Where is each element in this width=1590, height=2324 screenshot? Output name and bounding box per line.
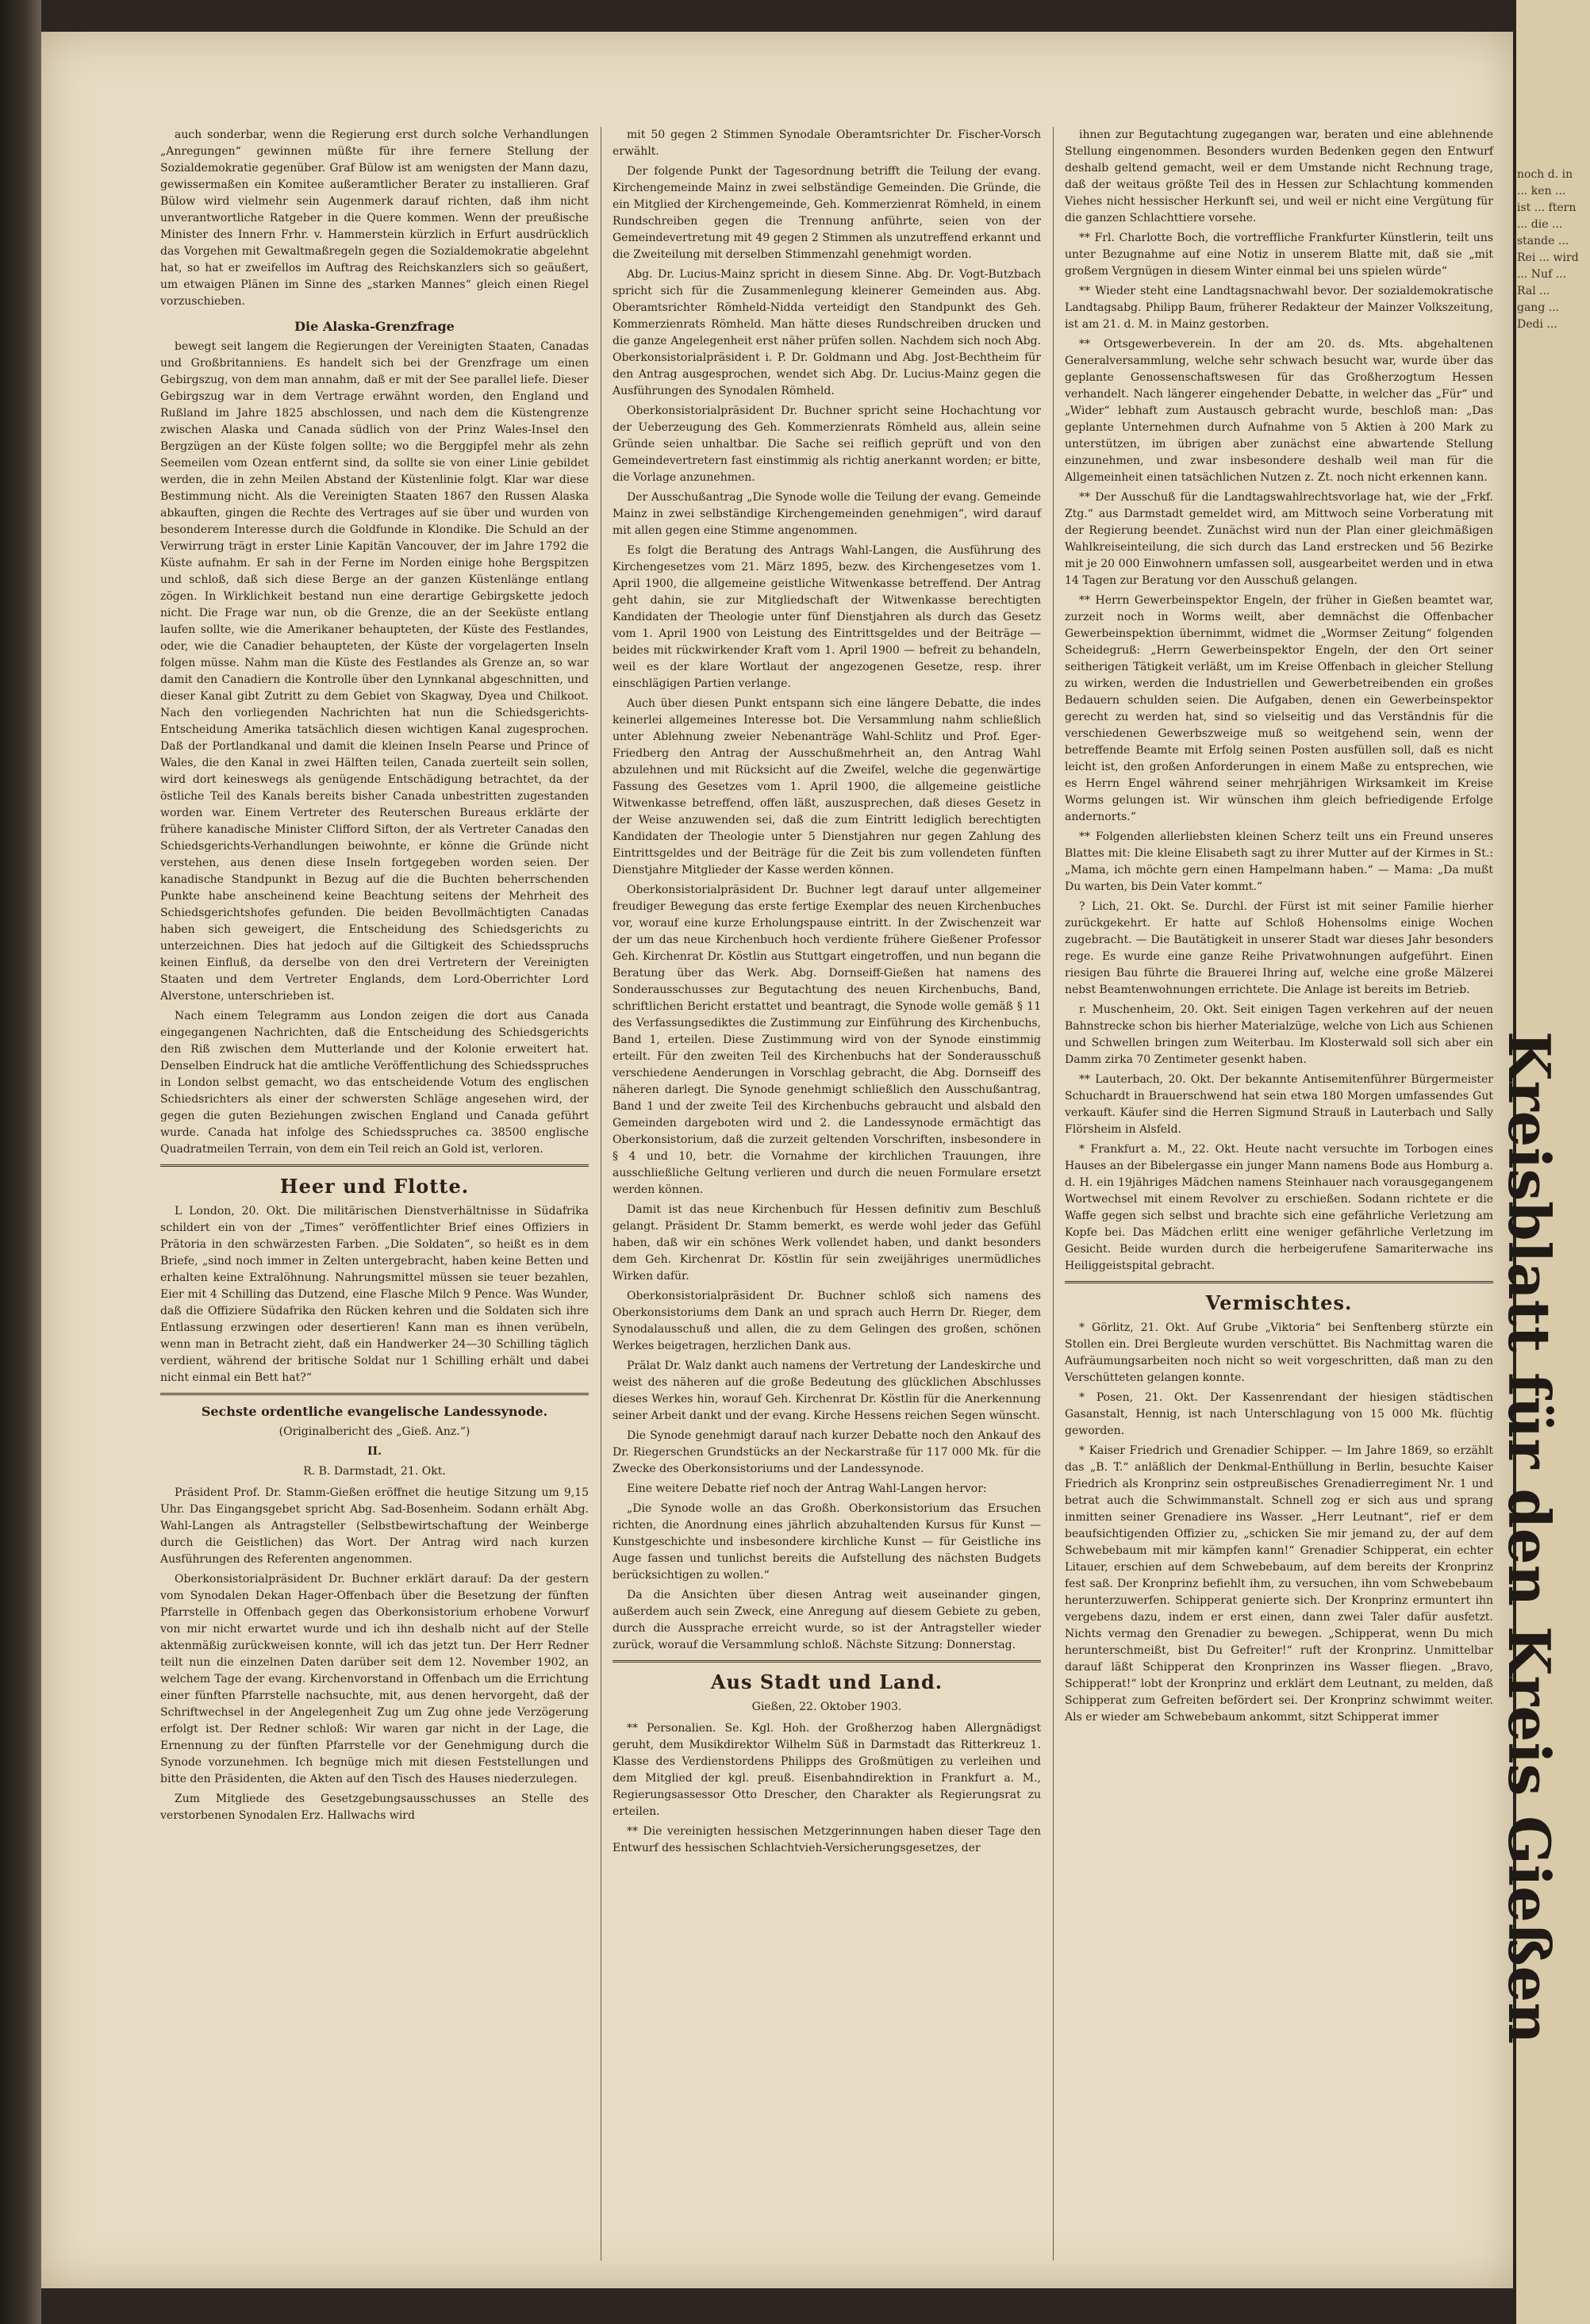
column-rule [1053,127,1054,2261]
article-paragraph: ** Wieder steht eine Landtagsnachwahl bevor. Der sozialdemokratische Landtagsabg. Philipp Baum, früherer Redakteur der Mainzer Volkszeitung, ist am 21. d. M. in Mainz gestorben. [1065,285,1493,331]
article-paragraph: Präsident Prof. Dr. Stamm-Gießen eröffnet die heutige Sitzung um 9,15 Uhr. Das Eingangsgebet spricht Abg. Sad-Bosenheim. Sodann erhält Abg. Wahl-Langen als Antragsteller (Selbstbewirtschaftung der Weinberge durch die Geistlichen) das Wort. Der Antrag wird nach kurzen Ausführungen des Referenten angenommen. [160,1486,589,1566]
article-paragraph: ihnen zur Begutachtung zugegangen war, beraten und eine ablehnende Stellung eingenommen. Besonders wurden Bedenken gegen den Entwurf deshalb geltend gemacht, weil er dem Umstande nicht Rechnung trage, daß der weitaus größte Teil des in Hessen zur Schlachtung kommenden Viehes nicht hessischer Herkunft sei, und weil er nicht eine Vergütung für die ganzen Schlachttiere vorsehe. [1065,128,1493,224]
article-paragraph: ** Personalien. Se. Kgl. Hoh. der Großherzog haben Allergnädigst geruht, dem Musikdirektor Wilhelm Süß in Darmstadt das Ritterkreuz 1. Klasse des Verdienstordens Philipps des Großmütigen zu verleihen und dem Mitglied der kgl. preuß. Eisenbahndirektion in Frankfurt a. M., Regierungsassessor Otto Drescher, den Charakter als Regierungsrat zu erteilen. [613,1722,1041,1818]
article-paragraph: ** Folgenden allerliebsten kleinen Scherz teilt uns ein Freund unseres Blattes mit: Die kleine Elisabeth sagt zu ihrer Mutter auf der Kirmes in St.: „Mama, ich möchte gern einen Hampelmann haben.“ — Mama: „Da mußt Du warten, bis Dein Vater kommt.“ [1065,830,1493,893]
dateline: Gießen, 22. Oktober 1903. [751,1701,902,1713]
article-paragraph: Zum Mitgliede des Gesetzgebungsausschusses an Stelle des verstorbenen Synodalen Erz. Hallwachs wird [160,1793,589,1822]
article-paragraph: Eine weitere Debatte rief noch der Antrag Wahl-Langen hervor: [627,1482,987,1495]
section-heading: Heer und Flotte. [279,1175,470,1198]
article-paragraph: Auch über diesen Punkt entspann sich eine längere Debatte, die indes keinerlei allgemeines Interesse bot. Die Versammlung nahm schließlich unter Ablehnung zweier Nebenanträge Wahl-Schlitz und Prof. Eger-Friedberg den Antrag der Ausschußmehrheit an, den Antrag Wahl abzulehnen und mit Rücksicht auf die Zweifel, welche die gegenwärtige Fassung des Gesetzes vom 1. April 1900, die allgemeine geistliche Witwenkasse betreffend, offen läßt, auszusprechen, daß dieses Gesetz in der Weise anzuwenden sei, daß die zum Eintritt lediglich berechtigten Kandidaten der Theologie unter 5 Dienstjahren nur gegen Zahlung des Eintrittsgeldes und der Beiträge für die Zeit bis zum vollendeten fünften Dienstjahre Mitglieder der Kasse werden können. [613,697,1041,876]
article-paragraph: Der folgende Punkt der Tagesordnung betrifft die Teilung der evang. Kirchengemeinde Mainz in zwei selbständige Gemeinden. Die Gründe, die ein Mitglied der Kirchengemeinde, Geh. Kommerzienrat Römheld, in einem Rundschreiben gegen die Trennung anführte, seien von der Gemeindevertretung mit 49 gegen 2 Stimmen als unzutreffend erkannt und die Zweiteilung mit derselben Stimmenzahl genehmigt worden. [613,165,1041,261]
column-3 [1065,127,1493,2261]
article-paragraph: ** Ortsgewerbeverein. In der am 20. ds. Mts. abgehaltenen Generalversammlung, welche sehr schwach besucht war, wurde über das geplante Genossenschaftswesen für das Großherzogtum Hessen verhandelt. Nach längerer eingehender Debatte, in welcher das „Für“ und „Wider“ lebhaft zum Austausch gebracht wurde, beschloß man: „Das geplante Unternehmen durch Aufnahme von 5 Aktien à 200 Mark zu unterstützen, im übrigen aber zunächst eine abwartende Stellung einzunehmen, und zwar insbesondere deshalb weil man für die Allgemeinheit einen tatsächlichen Nutzen z. Zt. noch nicht erkennen kann. [1065,338,1493,484]
article-paragraph: * Görlitz, 21. Okt. Auf Grube „Viktoria“ bei Senftenberg stürzte ein Stollen ein. Drei Bergleute wurden verschüttet. Bis Nachmittag waren die Aufräumungsarbeiten noch nicht so weit vorgeschritten, daß man zu den Verschütteten gelangen konnte. [1065,1321,1493,1384]
article-paragraph: Es folgt die Beratung des Antrags Wahl-Langen, die Ausführung des Kirchengesetzes vom 21. März 1895, bezw. des Kirchengesetzes vom 1. April 1900, die allgemeine geistliche Witwenkasse betreffend. Der Antrag geht dahin, sie zur Mitgliedschaft der Witwenkasse berechtigten Kandidaten der Theologie unter fünf Dienstjahren als durch das Gesetz vom 1. April 1900 von Leistung des Eintrittsgeldes und der Beiträge — beides mit rückwirkender Kraft vom 1. April 1900 — befreit zu behandeln, weil es der klare Wortlaut der angezogenen Gesetze, resp. ihrer einschlägigen Partien verlange. [613,544,1041,690]
article-paragraph: Abg. Dr. Lucius-Mainz spricht in diesem Sinne. Abg. Dr. Vogt-Butzbach spricht sich für die Zusammenlegung kleinerer Gemeinden aus. Abg. Oberamtsrichter Römheld-Nidda verteidigt den Standpunkt des Geh. Kommerzienrats Römheld. Man hätte dieses Rundschreiben drucken und die ganze Angelegenheit erst näher prüfen sollen. Nachdem sich noch Abg. Oberkonsistorialpräsident i. P. Dr. Goldmann und Abg. Jost-Bechtheim für den Antrag ausgesprochen, wendet sich Abg. Dr. Lucius-Mainz gegen die Ausführungen des Synodalen Römheld. [613,268,1041,397]
article-paragraph: * Posen, 21. Okt. Der Kassenrendant der hiesigen städtischen Gasanstalt, Hennig, ist nach Unterschlagung von 15 000 Mk. flüchtig geworden. [1065,1391,1493,1437]
article-paragraph: „Die Synode wolle an das Großh. Oberkonsistorium das Ersuchen richten, die Anordnung eines jährlich abzuhaltenden Kursus für Kunst — Kunstgeschichte und insbesondere kirchliche Kunst — für Geistliche ins Auge fassen und tunlichst bereits die Aufstellung des nächsten Budgets berücksichtigen zu wollen.“ [613,1502,1041,1582]
article-paragraph: Nach einem Telegramm aus London zeigen die dort aus Canada eingegangenen Nachrichten, daß die Entscheidung des Schiedsgerichts den Riß zwischen dem Mutterlande und der Kolonie erweitert hat. Denselben Eindruck hat die amtliche Veröffentlichung des Schiedsspruches in London selbst gemacht, wo das entscheidende Votum des englischen Schiedsrichters als einer der schwersten Schläge angesehen wird, der gegen die guten Beziehungen zwischen England und Canada geführt wurde. Canada hat infolge des Schiedsspruches ca. 38500 englische Quadratmeilen Terrain, von dem ein Teil reich an Gold ist, verloren. [160,1010,589,1156]
article-paragraph: * Kaiser Friedrich und Grenadier Schipper. — Im Jahre 1869, so erzählt das „B. T.“ anläßlich der Denkmal-Enthüllung in Berlin, besuchte Kaiser Friedrich als Kronprinz sein ostpreußisches Grenadierregiment Nr. 1 und betrat auch die Schwimmanstalt. Schnell zog er sich aus und sprang inmitten seiner Grenadiere ins Wasser. „Herr Leutnant“, rief er dem beaufsichtigenden Offizier zu, „schicken Sie mir jemand zu, der auf dem Schwebebaum mit mir kämpfen kann!“ Grenadier Schipperat, ein echter Litauer, erschien auf dem Schwebebaum, auf dem bereits der Kronprinz fest saß. Der Kronprinz befiehlt ihm, zu versuchen, ihn vom Schwebebaum herunterzuwerfen. Schipperat genierte sich. Der Kronprinz ermuntert ihn vergebens dazu, indem er erst einen, dann zwei Taler dafür ausfetzt. Nichts vermag den Grenadier zu bewegen. „Schipperat, wenn Du mich herunterschmeißt, bist Du Gefreiter!“ ruft der Kronprinz. Unmittelbar darauf läßt Schipperat den Kronprinzen ins Wasser fliegen. „Bravo, Schipperat!“ lobt der Kronprinz und erklärt dem Leutnant, zu melden, daß Schipperat zum Gefreiten befördert sei. Der Kronprinz schwimmt weiter. Als er wieder am Schwebebaum ankommt, sitzt Schipperat immer [1065,1444,1493,1724]
article-paragraph: * Frankfurt a. M., 22. Okt. Heute nacht versuchte im Torbogen eines Hauses an der Bibelergasse ein junger Mann namens Bode aus Homburg a. d. H. ein 19jähriges Mädchen namens Steinhauer nach vorausgegangenem Wortwechsel mit einem Revolver zu erschießen. Sodann richtete er die Waffe gegen sich selbst und brachte sich eine gefährliche Verletzung am Kopfe bei. Das Mädchen erlitt eine weniger gefährliche Verletzung im Gesicht. Beide wurden durch die herbeigerufene Samariterwache ins Heiliggeistspital gebracht. [1065,1143,1493,1272]
scan-left-edge [0,0,41,2324]
article-paragraph: Oberkonsistorialpräsident Dr. Buchner erklärt darauf: Da der gestern vom Synodalen Dekan Hager-Offenbach über die Besetzung der fünften Pfarrstelle in Offenbach gegen das Oberkonsistorium erhobene Vorwurf von mir nicht erwartet wurde und ich ihn deshalb nicht auf der Stelle aktenmäßig zurückweisen konnte, will ich das jetzt tun. Der Herr Redner teilt nun die einzelnen Daten darüber seit dem 12. November 1902, an welchem Tage der evang. Kirchenvorstand in Offenbach um die Errichtung einer fünften Pfarrstelle nachsuchte, mit, aus denen hervorgeht, daß der Schriftwechsel in der Angelegenheit Zug um Zug ohne jede Verzögerung erfolgt ist. Der Redner schloß: Wir waren gar nicht in der Lage, die Ernennung zu der fünften Pfarrstelle vor der Genehmigung durch die Synode vorzunehmen. Ich begnüge mich mit diesen Feststellungen und bitte den Präsidenten, die Akten auf den Tisch des Hauses niederzulegen. [160,1573,589,1785]
section-heading: Aus Stadt und Land. [710,1670,943,1693]
article-paragraph: Oberkonsistorialpräsident Dr. Buchner legt darauf unter allgemeiner freudiger Bewegung das erste fertige Exemplar des neuen Kirchenbuches vor, worauf eine kurze Erholungspause eintritt. In der Zwischenzeit war der um das neue Kirchenbuch hoch verdiente frühere Gießener Professor Geh. Kirchenrat Dr. Köstlin aus Stuttgart eingetroffen, und nun begann die Beratung über das Werk. Abg. Dornseiff-Gießen hat namens des Sonderausschusses zur Begutachtung des neuen Kirchenbuchs, Band, schriftlichen Bericht erstattet und beantragt, die Synode wolle gemäß § 11 des Verfassungsediktes die Zustimmung zur Einführung des Kirchenbuchs, Band 1, erteilen. Diese Zustimmung wird von der Synode einstimmig erteilt. Für den zweiten Teil des Kirchenbuchs hat der Sonderausschuß verschiedene Aenderungen in Vorschlag gebracht, die Abg. Dornseiff des näheren darlegt. Die Synode genehmigt schließlich den Ausschußantrag, Band 1 und der zweite Teil des Kirchenbuchs gebraucht und alsbald den Gemeinden dargeboten wird und 2. die Landessynode ermächtigt das Oberkonsistorium, daß die zurzeit geltenden Vorschriften, insbesondere in § 4 und 10, betr. die Vornahme der kirchlichen Trauungen, ihre ausschließliche Geltung verlieren und durch die neuen Formulare ersetzt werden können. [613,884,1041,1196]
newspaper-page [41,32,1513,2288]
article-paragraph: Die Synode genehmigt darauf nach kurzer Debatte noch den Ankauf des Dr. Riegerschen Grundstücks an der Neckarstraße für 117 000 Mk. für die Zwecke des Oberkonsistoriums und der Landessynode. [613,1429,1041,1475]
article-paragraph: ** Frl. Charlotte Boch, die vortreffliche Frankfurter Künstlerin, teilt uns unter Bezugnahme auf eine Notiz in unserem Blatte mit, daß sie „mit großem Vergnügen in diesem Winter einmal bei uns spielen würde“ [1065,232,1493,278]
section-heading: Die Alaska-Grenzfrage [294,319,455,334]
article-paragraph: Oberkonsistorialpräsident Dr. Buchner spricht seine Hochachtung vor der Ueberzeugung des Geh. Kommerzienrats Römheld aus, allein seine Gründe seien unhaltbar. Die Sache sei reiflich geprüft und von den Gemeindevertretern fast einstimmig als richtig anerkannt worden; er bitte, die Vorlage anzunehmen. [613,405,1041,484]
article-paragraph: auch sonderbar, wenn die Regierung erst durch solche Verhandlungen „Anregungen“ gewinnen müßte für ihre fernere Stellung der Sozialdemokratie gegenüber. Graf Bülow ist am wenigsten der Mann dazu, gewissermaßen ein Komitee außeramtlicher Berater zu installieren. Graf Bülow wird vielmehr sein Augenmerk darauf richten, daß ihm nicht unverantwortliche Ratgeber in die Quere kommen. Wenn der preußische Minister des Innern Frhr. v. Hammerstein kürzlich in Erfurt ausdrücklich das Vorgehen mit Gewaltmaßregeln gegen die Sozialdemokratie abgelehnt hat, so hat er zweifellos im Auftrag des Reichskanzlers sich so geäußert, um etwaigen Plänen im Sinne des „starken Mannes“ gleich einen Riegel vorzuschieben. [160,128,589,308]
article-paragraph: ** Herrn Gewerbeinspektor Engeln, der früher in Gießen beamtet war, zurzeit noch in Worms weilt, aber demnächst die Offenbacher Gewerbeinspektion übernimmt, widmet die „Wormser Zeitung“ folgenden Scheidegruß: „Herrn Gewerbeinspektor Engeln, der den Ort seiner seitherigen Tätigkeit verläßt, um im Kreise Offenbach in gleicher Stellung zu wirken, werden die Industriellen und Gewerbetreibenden ein großes Bedauern schulden seien. Die Aufgaben, denen ein Gewerbeinspektor gerecht zu werden hat, sind so vielseitig und das Verständnis für die verschiedenen Gewerbszweige muß so weitgehend sein, wenn der betreffende Beamte mit Erfolg seinen Posten ausfüllen soll, daß es nicht leicht ist, den großen Anforderungen in einem Maße zu entsprechen, wie es Herrn Engel während seiner mehrjährigen Wirksamkeit im Kreise Worms gelungen ist. Wir wünschen ihm gleich befriedigende Erfolge andernorts.“ [1065,594,1493,823]
adjacent-page-masthead [1496,1031,1584,2221]
article-paragraph: r. Muschenheim, 20. Okt. Seit einigen Tagen verkehren auf der neuen Bahnstrecke schon bis hierher Materialzüge, welche von Lich aus Schienen und Schwellen bringen zum Weiterbau. Im Klosterwald soll sich aber ein Damm zirka 70 Zentimeter gesenkt haben. [1065,1003,1493,1066]
article-paragraph: ? Lich, 21. Okt. Se. Durchl. der Fürst ist mit seiner Familie hierher zurückgekehrt. Er hatte auf Schloß Hohensolms einige Wochen zugebracht. — Die Bautätigkeit in unserer Stadt war dieses Jahr besonders rege. Es wurde eine ganze Reihe Privatwohnungen aufgeführt. Einen riesigen Bau führte die Brauerei Ihring auf, welche eine große Mälzerei nebst Beamtenwohnungen errichtete. Die Anlage ist bereits im Betrieb. [1065,900,1493,996]
article-paragraph: bewegt seit langem die Regierungen der Vereinigten Staaten, Canadas und Großbritanniens. Es handelt sich bei der Grenzfrage um einen Gebirgszug, von dem man annahm, daß er mit der See parallel liefe. Dieser Gebirgszug war in dem Vertrage erwähnt worden, den England und Rußland im Jahre 1825 abschlossen, und nach dem die Küstengrenze zwischen Alaska und Canada südlich von der Prinz Wales-Insel den Bergzügen an der Küste folgen sollte; wo die Berggipfel mehr als zehn Seemeilen vom Ozean entfernt sind, da sollte sie von einer Linie gebildet werden, die in zehn Meilen Abstand der Küstenlinie folgt. Klar war diese Bestimmung nicht. Als die Vereinigten Staaten 1867 den Russen Alaska abkauften, gingen die Rechte des Vertrages auf sie über und wurden von besonderem Interesse durch die Goldfunde in Klondike. Die Schuld an der Verwirrung trägt in erster Linie Kapitän Vancouver, der im Jahre 1792 die Küste aufnahm. Er sah in der Ferne im Norden einige hohe Bergspitzen und schloß, daß sich diese Berge an der ganzen Küstenlänge entlang zögen. In Wirklichkeit bestand nun eine derartige Gebirgskette jedoch nicht. Die Frage war nun, ob die Grenze, die an der Seeküste entlang laufen sollte, wie die Amerikaner behaupteten, der Küste des Festlandes, oder, wie die Canadier behaupteten, der Küste der vorgelagerten Inseln folgen müsse. Nahm man die Küste des Festlandes als Grenze an, so war damit den Canadiern die Kontrolle über den Lynnkanal abgeschnitten, und dieser Kanal gibt Zutritt zu dem Gebiet von Skagway, Dyea und Chilkoot. Nach den vorliegenden Nachrichten hat nun die Schiedsgerichts-Entscheidung Amerika tatsächlich diesen wichtigen Kanal zugesprochen. Daß der Portlandkanal und damit die kleinen Inseln Pearse und Prince of Wales, die den Kanal in zwei Hälften teilen, Canada zuerteilt sein sollen, wird dort keineswegs als genügende Entschädigung betrachtet, da der östliche Teil des Kanals bereits bisher Canada unbestritten zugestanden worden war. Einem Vertreter des Reuterschen Bureaus erklärte der frühere kanadische Minister Clifford Sifton, der als Vertreter Canadas den Schiedsgerichts-Verhandlungen beiwohnte, er könne die Gründe nicht verstehen, aus denen diese Inseln fortgegeben worden seien. Der kanadische Standpunkt in Bezug auf die die Buchten beherrschenden Punkte habe anscheinend keine Beachtung seitens der Mehrheit des Schiedsgerichtshofes gefunden. Die beiden Bevollmächtigten Canadas haben sich geweigert, die Entscheidung des Schiedsgerichts zu unterzeichnen. Dies hat jedoch auf die Giltigkeit des Schiedsspruchs keinen Einfluß, da derselbe von den drei Vertretern der Vereinigten Staaten und dem Vertreter Englands, dem Lord-Oberrichter Lord Alverstone, unterschrieben ist. [160,340,589,1003]
article-paragraph: L London, 20. Okt. Die militärischen Dienstverhältnisse in Südafrika schildert ein von der „Times“ veröffentlichter Brief eines Offiziers in Prätoria in den schwärzesten Farben. „Die Soldaten“, so heißt es in dem Briefe, „sind noch immer in Zelten untergebracht, haben keine Betten und erhalten keine Extralöhnung. Nahrungsmittel müssen sie teuer bezahlen, Eier mit 4 Schilling das Dutzend, eine Flasche Milch 9 Pence. Was Wunder, daß die Offiziere Südafrika den Rücken kehren und die Soldaten sich ihre Entlassung erzwingen oder desertieren! Kann man es ihnen verübeln, wenn man in Betracht zieht, daß ein Handwerker 24—30 Schilling täglich verdient, während der britische Soldat nur 1 Schilling erhält und dabei nicht einmal ein Bett hat?“ [160,1205,589,1384]
article-paragraph: ** Der Ausschuß für die Landtagswahlrechtsvorlage hat, wie der „Frkf. Ztg.“ aus Darmstadt gemeldet wird, am Mittwoch seine Vorberatung mit der Regierung beendet. Zunächst wird nun der Plan einer gleichmäßigen Wahlkreiseinteilung, die sich durch das Land erstrecken und 56 Bezirke mit je 20 000 Einwohnern umfassen soll, ausgearbeitet werden und in etwa 14 Tagen zur Beratung vor den Ausschuß gelangen. [1065,491,1493,587]
divider [160,1164,589,1167]
article-paragraph: ** Die vereinigten hessischen Metzgerinnungen haben dieser Tage den Entwurf des hessischen Schlachtvieh-Versicherungsgesetzes, der [613,1825,1041,1854]
article-paragraph: mit 50 gegen 2 Stimmen Synodale Oberamtsrichter Dr. Fischer-Vorsch erwählt. [613,128,1041,158]
section-heading: Sechste ordentliche evangelische Landessynode. [201,1404,548,1419]
section-subtitle: (Originalbericht des „Gieß. Anz.“) [278,1425,470,1438]
article-paragraph: Da die Ansichten über diesen Antrag weit auseinander gingen, außerdem auch sein Zweck, eine Anregung auf diesem Gebiete zu geben, durch die Aussprache erreicht wurde, so ist der Antragsteller wieder zurück, worauf die Versammlung schloß. Nächste Sitzung: Donnerstag. [613,1589,1041,1651]
dateline: R. B. Darmstadt, 21. Okt. [303,1465,446,1478]
divider [1065,1281,1493,1283]
article-paragraph: Der Ausschußantrag „Die Synode wolle die Teilung der evang. Gemeinde Mainz in zwei selbständige Kirchengemeinden genehmigen“, wird darauf mit allen gegen eine Stimme angenommen. [613,491,1041,537]
masthead-title: Kreisblatt für den Kreis Gießen [1496,1031,1563,2044]
section-number: II. [367,1445,382,1458]
section-heading: Vermischtes. [1205,1291,1353,1314]
divider [160,1393,589,1395]
article-paragraph: Prälat Dr. Walz dankt auch namens der Vertretung der Landeskirche und weist des näheren auf die große Bedeutung des glücklichen Abschlusses dieses Werkes hin, worauf Geh. Kirchenrat Dr. Köstlin für die Anerkennung seiner Arbeit dankt und der evang. Kirche Hessens reichen Segen wünscht. [613,1360,1041,1422]
column-1 [160,127,589,2261]
article-paragraph: Damit ist das neue Kirchenbuch für Hessen definitiv zum Beschluß gelangt. Präsident Dr. Stamm bemerkt, es werde wohl jeder das Gefühl haben, daß wir ein schönes Werk vollendet haben, und dankt besonders dem Geh. Kirchenrat Dr. Köstlin für sein zweijähriges unermüdliches Wirken dafür. [613,1203,1041,1283]
adjacent-page-text: noch d. in ... ken ... ist ... ftern ... die ... stande ... Rei ... wird ... Nuf ... Ral ... gang ... Dedi ... [1517,168,1579,331]
article-paragraph: Oberkonsistorialpräsident Dr. Buchner schloß sich namens des Oberkonsistoriums dem Dank an und sprach auch Herrn Dr. Rieger, dem Synodalausschuß und allen, die zu dem Gelingen des großen, schönen Werkes beigetragen, herzlichen Dank aus. [613,1290,1041,1352]
divider [613,1660,1041,1662]
article-paragraph: ** Lauterbach, 20. Okt. Der bekannte Antisemitenführer Bürgermeister Schuchardt in Brauerschwend hat sein etwa 180 Morgen umfassendes Gut verkauft. Käufer sind die Herren Sigmund Strauß in Lauterbach und Sally Flörsheim in Alsfeld. [1065,1073,1493,1136]
column-2 [613,127,1041,2261]
